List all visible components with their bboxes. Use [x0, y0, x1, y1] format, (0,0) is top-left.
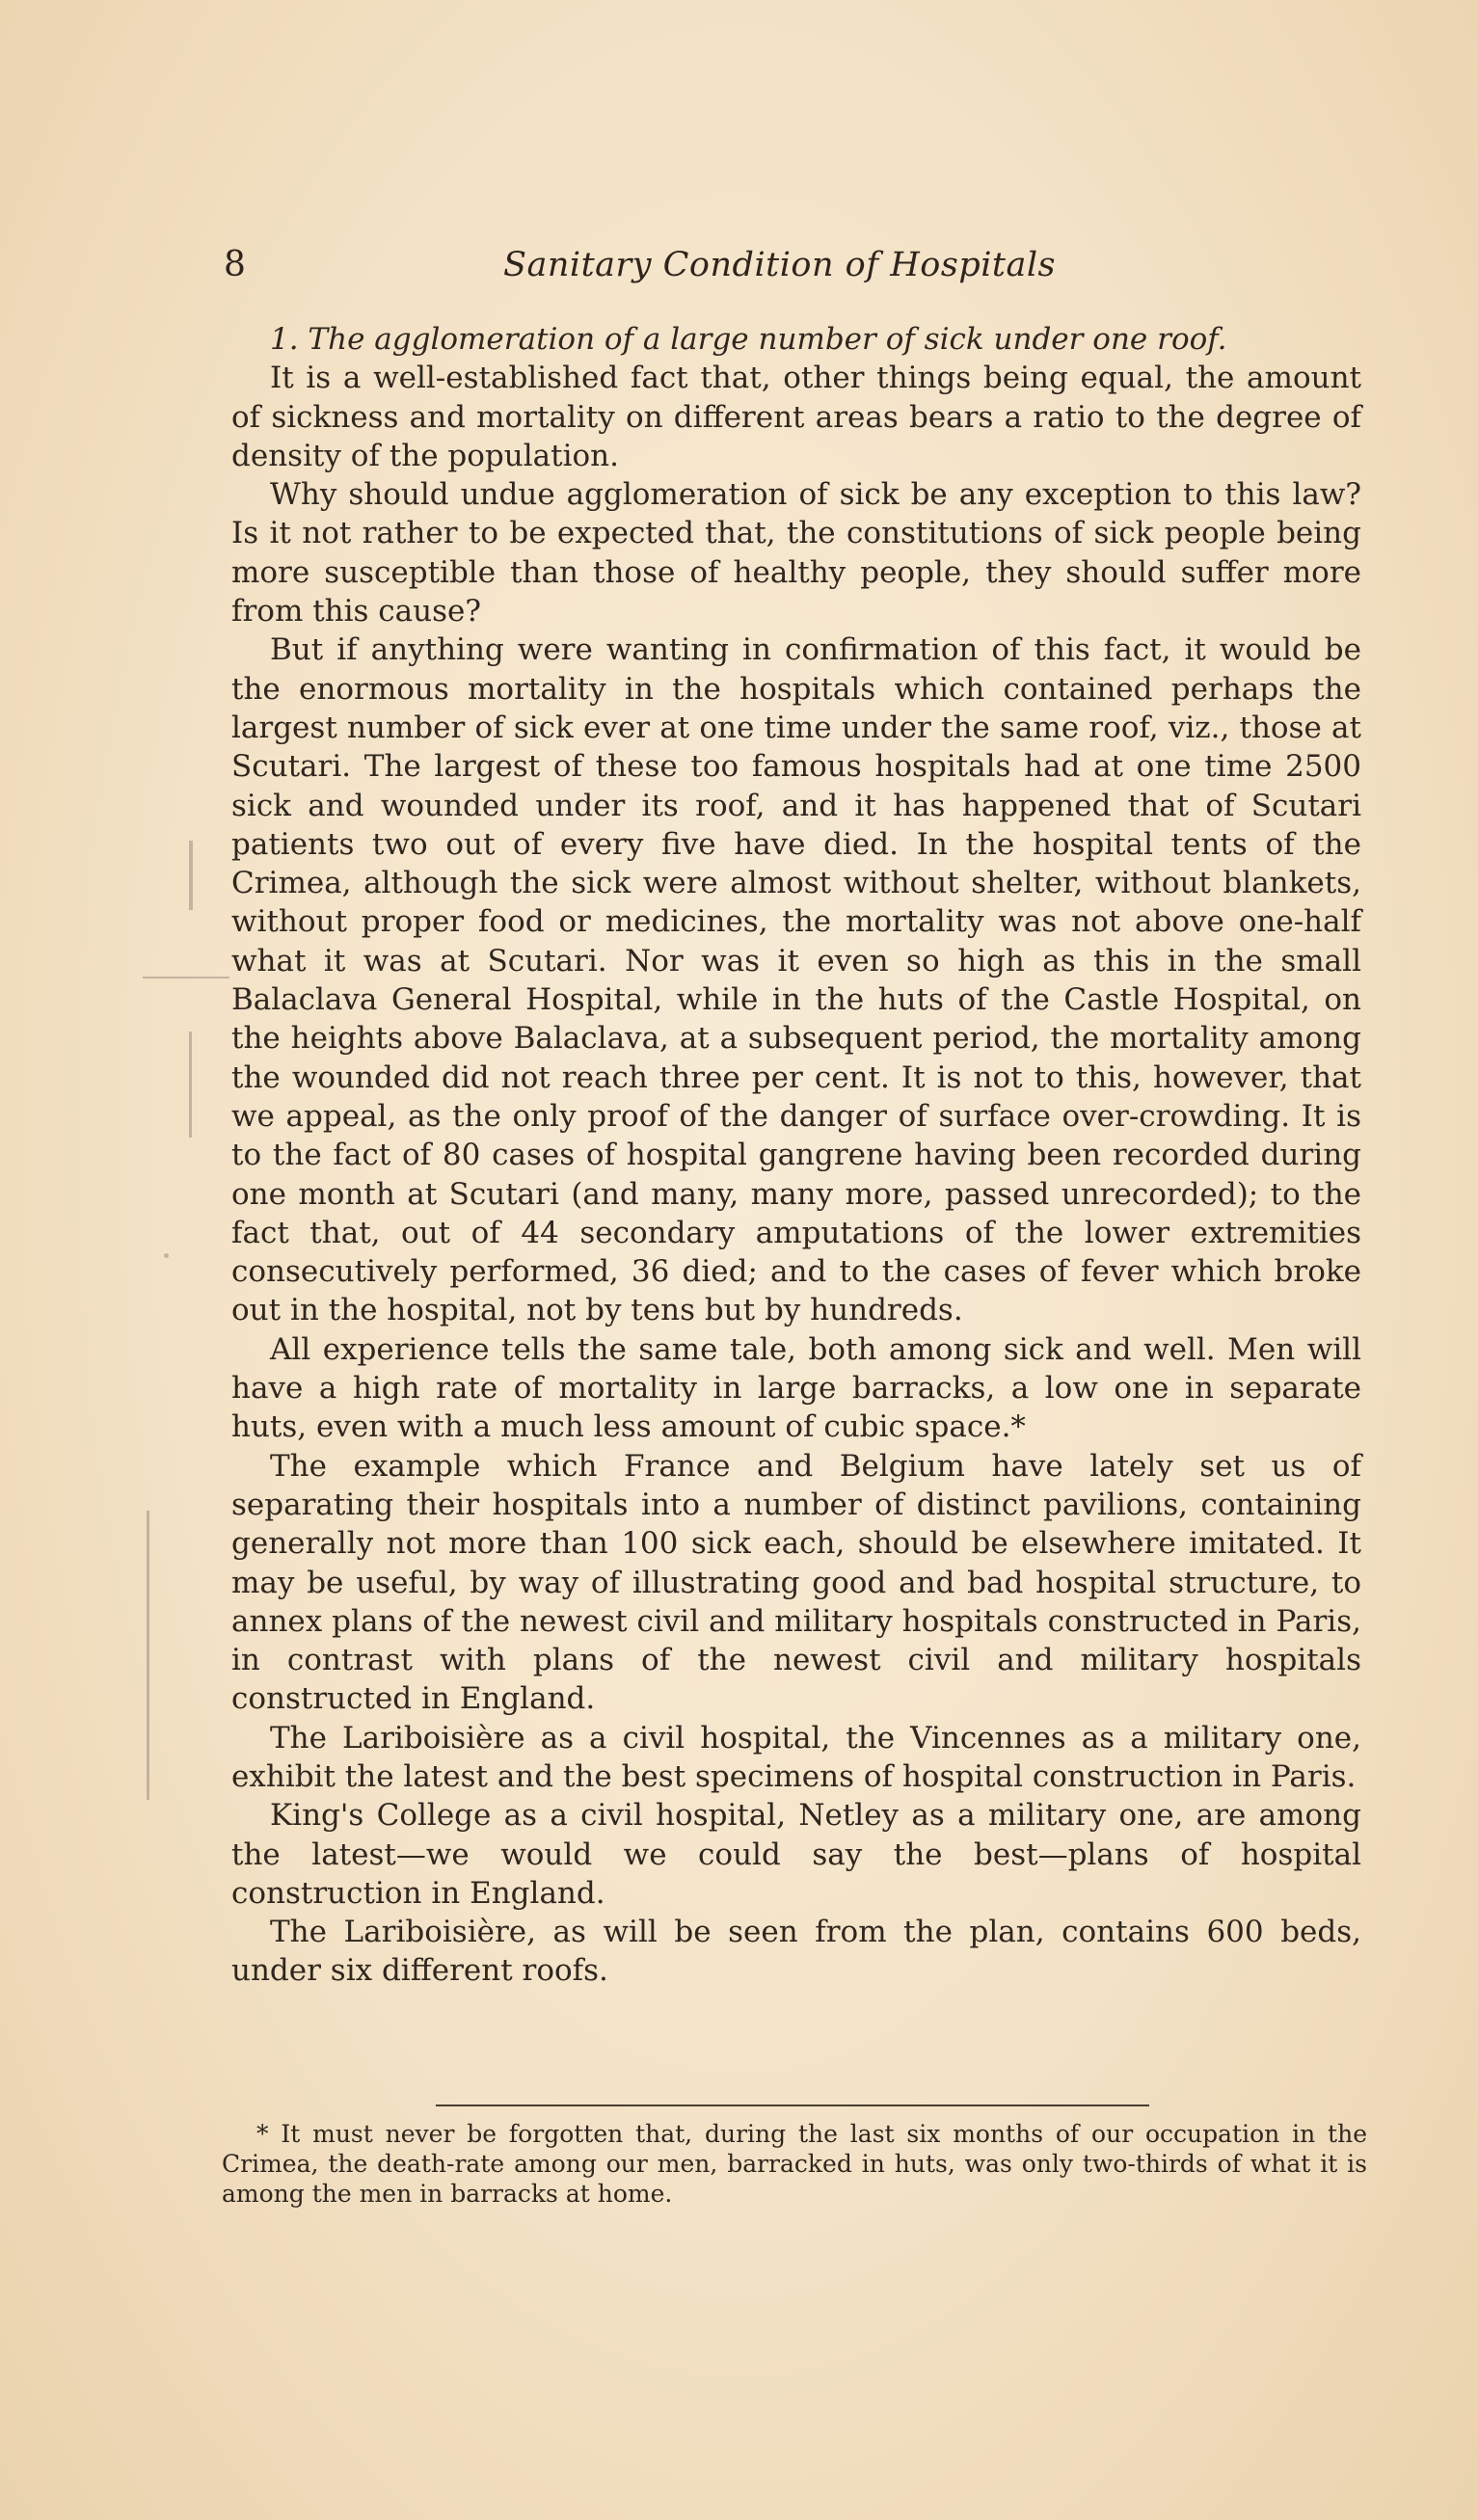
footnote: * It must never be forgotten that, during the last six months of our occupation in the Crimea, the death-rate among our men, barracked in huts, was only two-thirds of what it is among the men in barracks at home. — [222, 2120, 1367, 2208]
margin-pencil-dot — [164, 1253, 169, 1258]
paragraph: King's College as a civil hospital, Netley as a military one, are among the latest—we would we could say the best—plans of hospital construction in England. — [231, 1798, 1361, 1911]
paragraph: The Lariboisière as a civil hospital, the Vincennes as a military one, exhibit the latest and the best specimens of hospital construction in Paris. — [231, 1720, 1361, 1794]
margin-pencil-mark — [147, 1511, 149, 1800]
margin-pencil-mark — [189, 841, 193, 910]
paragraph: Why should undue agglomeration of sick be any exception to this law? Is it not rather to be expected that, the constitutions of sick people being more susceptible than those of healthy people, they should suffer more from this cause? — [231, 477, 1361, 630]
section-heading: 1. The agglomeration of a large number of sick under one roof. — [270, 322, 1227, 357]
body-text — [231, 320, 1361, 1991]
margin-pencil-mark — [143, 977, 229, 979]
running-title: Sanitary Condition of Hospitals — [503, 246, 1057, 284]
paragraph: All experience tells the same tale, both among sick and well. Men will have a high rate of mortality in large barracks, a low one in separate huts, even with a much less amount of cubic space.* — [231, 1331, 1361, 1445]
paragraph: But if anything were wanting in confirmation of this fact, it would be the enormous mortality in the hospitals which contained perhaps the largest number of sick ever at one time under the same roof, viz., those at Scutari. The largest of these too famous hospitals had at one time 2500 sick and wounded under its roof, and it has happened that of Scutari patients two out of every five have died. In the hospital tents of the Crimea, although the sick were almost without shelter, without blankets, without proper food or medicines, the mortality was not above one-half what it was at Scutari. Nor was it even so high as this in the small Balaclava General Hospital, while in the huts of the Castle Hospital, on the heights above Balaclava, at a subsequent period, the mortality among the wounded did not reach three per cent. It is not to this, however, that we appeal, as the only proof of the danger of surface over-crowding. It is to the fact of 80 cases of hospital gangrene having been recorded during one month at Scutari (and many, many more, passed unrecorded); to the fact that, out of 44 secondary amputations of the lower extremities consecutively performed, 36 died; and to the cases of fever which broke out in the hospital, not by tens but by hundreds. — [231, 632, 1361, 1328]
margin-pencil-mark — [189, 1032, 192, 1138]
page-number: 8 — [224, 245, 246, 284]
paragraph: The example which France and Belgium have lately set us of separating their hospitals into a number of distinct pavilions, containing generally not more than 100 sick each, should be elsewhere imitated. It may be useful, by way of illustrating good and bad hospital structure, to annex plans of the newest civil and military hospitals constructed in Paris, in contrast with plans of the newest civil and military hospitals constructed in England. — [231, 1448, 1361, 1717]
paragraph: It is a well-established fact that, other things being equal, the amount of sickness and mortality on different areas bears a ratio to the degree of density of the population. — [231, 361, 1361, 473]
footnote-divider — [436, 2104, 1149, 2106]
paragraph: The Lariboisière, as will be seen from the plan, contains 600 beds, under six different roofs. — [231, 1915, 1361, 1989]
page-header — [224, 236, 1361, 294]
